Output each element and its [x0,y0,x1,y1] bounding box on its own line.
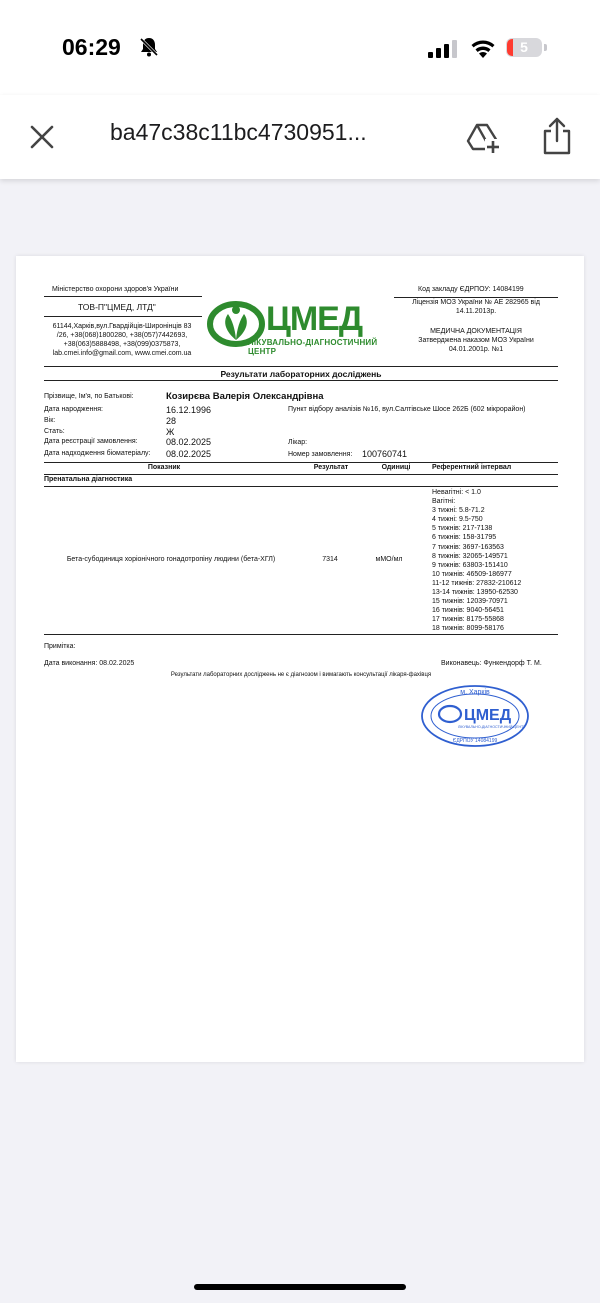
add-to-drive-icon[interactable] [465,119,501,155]
battery-level: 5 [520,39,528,55]
sex-value: Ж [166,427,175,437]
clinic-stamp [420,684,530,748]
wifi-icon [470,38,496,58]
med-doc-line: 04.01.2001р. №1 [448,346,504,353]
reference-line: 6 тижнів: 158-31795 [432,534,497,542]
col-header-indicator: Показник [147,464,181,471]
med-doc-line: МЕДИЧНА ДОКУМЕНТАЦІЯ [430,328,522,335]
completion-date: Дата виконання: 08.02.2025 [44,660,135,667]
med-doc-line: Затверджена наказом МОЗ України [418,337,534,344]
dob-label: Дата народження: [44,406,103,413]
doctor-label: Лікар: [288,439,308,446]
battery-indicator [506,38,550,59]
logo-subtitle: ЛІКУВАЛЬНО-ДІАГНОСТИЧНИЙ ЦЕНТР [248,338,378,356]
disclaimer: Результати лабораторних досліджень не є діагнозом і вимагають консультації лікаря-фахівця [170,672,432,678]
biomaterial-date-label: Дата надходження біоматеріалу: [44,450,151,457]
reference-intervals [432,488,521,634]
share-icon[interactable] [541,117,573,155]
registration-date-label: Дата реєстрації замовлення: [44,438,138,445]
reference-line: 3 тижні: 5.8-71.2 [432,507,485,515]
stamp-city: м. Харків [460,689,490,696]
reference-line: 18 тижнів: 8099-58176 [432,625,504,633]
cellular-signal-icon [428,40,458,58]
reference-line: 15 тижнів: 12039-70971 [432,598,508,606]
reference-line: 10 тижнів: 46509-186977 [432,570,512,578]
result-value: 7314 [322,556,338,563]
stamp-subtitle: ЛІКУВАЛЬНО-ДІАГНОСТИЧНИЙ ЦЕНТР [458,725,526,729]
reference-line: 9 тижнів: 63803-151410 [432,561,508,569]
reference-line: 8 тижнів: 32065-149571 [432,552,508,560]
stamp-name: ЦМЕД [464,707,512,724]
home-indicator[interactable] [194,1284,406,1290]
license-line: 14.11.2013р. [455,308,497,315]
biomaterial-date: 08.02.2025 [166,449,212,459]
note-label: Примітка: [44,643,76,650]
cmed-logo [206,296,391,356]
table-section: Пренатальна діагностика [44,476,133,483]
patient-name-label: Прізвище, Ім'я, по Батькові: [44,393,134,400]
company-name: ТОВ-П"ЦМЕД, ЛТД" [78,302,156,312]
edrpou-code: Код закладу ЄДРПОУ: 14084199 [418,286,524,293]
status-bar [0,0,600,95]
patient-name: Козирєва Валерія Олександрівна [166,391,324,402]
ministry-name: Міністерство охорони здоров'я України [52,286,179,293]
result-units: мМО/мл [375,556,403,563]
logo-text: ЦМЕД [266,300,363,338]
indicator-name: Бета-субодиниця хоріонічного гонадотропіну людини (бета-ХГЛ) [66,556,276,563]
reference-line: 7 тижнів: 3697-163563 [432,543,504,551]
executor: Виконавець: Функендорф Т. М. [441,660,542,667]
viewer-header [0,95,600,179]
collection-point: Пункт відбору аналізів №16, вул.Салтівське Шосе 262Б (602 мікрорайон) [288,406,526,413]
stamp-code: ЄДРПОУ 14084199 [452,738,498,744]
document-page [16,256,584,1062]
col-header-units: Одиниці [381,464,411,471]
status-time: 06:29 [62,34,121,60]
reference-line: 11-12 тижнів: 27832-210612 [432,579,522,587]
address-line: +38(063)5888498, +38(099)0375873, [63,341,181,348]
address-line: 61144,Харків,вул.Гвардійців-Широнінців 83 [52,323,192,330]
file-title: ba47c38c11bc4730951... [110,119,367,145]
report-title: Результати лабораторних досліджень [220,369,382,379]
address-line: /26, +38(068)1800280, +38(057)7442693, [56,332,188,339]
age-label: Вік: [44,417,56,424]
close-icon[interactable] [28,123,56,151]
order-number: 100760741 [362,449,408,459]
col-header-result: Результат [313,464,349,471]
dob-value: 16.12.1996 [166,405,212,415]
sex-label: Стать: [44,428,65,435]
age-value: 28 [166,416,177,426]
bell-muted-icon [138,36,160,58]
registration-date: 08.02.2025 [166,437,212,447]
address-line: lab.cmei.info@gmail.com, www.cmei.com.ua [52,350,192,357]
reference-line: Невагітні: < 1.0 [432,489,481,496]
reference-line: 5 тижнів: 217-7138 [432,525,493,533]
order-number-label: Номер замовлення: [288,451,353,458]
reference-line: 4 тижні: 9.5-750 [432,516,483,524]
reference-line: 16 тижнів: 9040-56451 [432,607,504,615]
reference-line: 13-14 тижнів: 13950-62530 [432,589,518,597]
reference-line: 17 тижнів: 8175-55868 [432,616,504,624]
col-header-reference: Референтний інтервал [432,464,512,471]
reference-line: Вагітні: [432,498,456,506]
license-line: Ліцензія МОЗ України № АЕ 282965 від [412,299,540,306]
